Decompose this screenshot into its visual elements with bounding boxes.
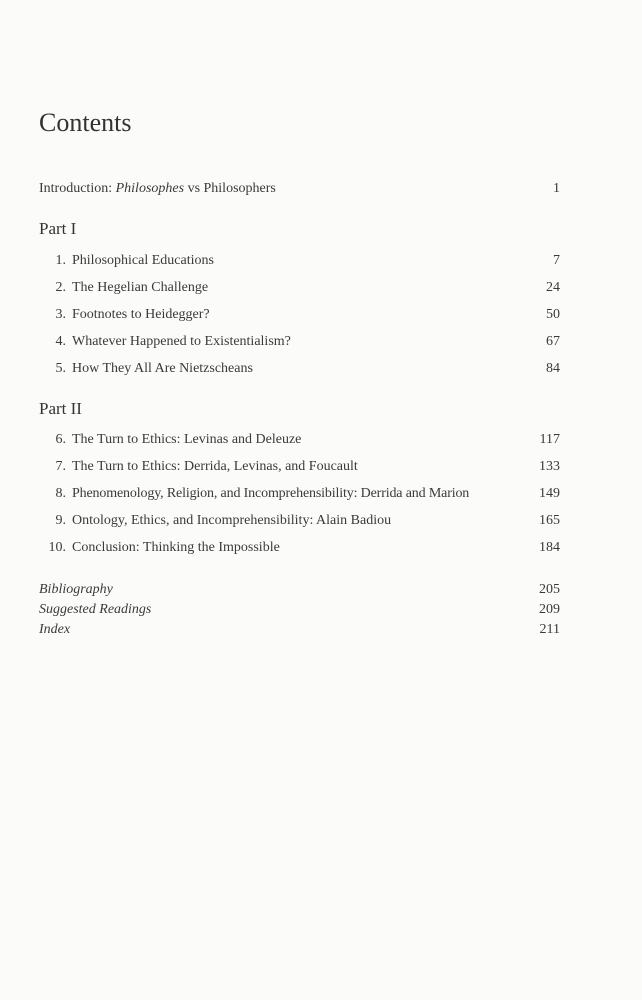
- toc-entry-chapter-8[interactable]: [39, 485, 560, 503]
- toc-page-number: 50: [546, 307, 560, 322]
- back-matter-title: Suggested Readings: [39, 602, 152, 617]
- toc-entry-label: [39, 180, 553, 198]
- chapter-number: 7.: [55, 459, 66, 474]
- toc-entry-chapter-2[interactable]: [39, 279, 560, 297]
- chapter-number: 5.: [55, 361, 66, 376]
- toc-entry-introduction[interactable]: [39, 180, 560, 198]
- toc-entry-chapter-3[interactable]: [39, 306, 560, 324]
- toc-page-number: 1: [553, 181, 560, 196]
- part-heading-1: Part I: [39, 219, 77, 238]
- chapter-title: Phenomenology, Religion, and Incomprehensibility: Derrida and Marion: [72, 486, 470, 501]
- toc-page-number: 84: [546, 361, 560, 376]
- toc-page-number: 133: [539, 459, 560, 474]
- chapter-title: Philosophical Educations: [72, 253, 214, 268]
- chapter-title: Footnotes to Heidegger?: [72, 307, 210, 322]
- toc-page-number: 209: [539, 602, 560, 617]
- part-heading-2: Part II: [39, 399, 82, 418]
- page-title: Contents: [39, 108, 132, 137]
- toc-entry-bibliography[interactable]: [39, 581, 560, 599]
- toc-page-number: 165: [539, 513, 560, 528]
- chapter-title: How They All Are Nietzscheans: [72, 361, 253, 376]
- toc-page-number: 117: [539, 432, 560, 447]
- intro-suffix: vs Philosophers: [184, 181, 276, 196]
- toc-page-number: 211: [539, 622, 560, 637]
- toc-page-number: 184: [539, 540, 560, 555]
- chapter-title: The Turn to Ethics: Derrida, Levinas, and Foucault: [72, 459, 358, 474]
- toc-page-number: 149: [539, 486, 560, 501]
- toc-page-number: 24: [546, 280, 560, 295]
- chapter-title: Ontology, Ethics, and Incomprehensibility: Alain Badiou: [72, 513, 392, 528]
- chapter-title: The Hegelian Challenge: [72, 280, 209, 295]
- toc-page-number: 7: [553, 253, 560, 268]
- intro-italic: Philosophes: [115, 181, 185, 196]
- toc-page-number: 205: [539, 582, 560, 597]
- toc-entry-chapter-4[interactable]: [39, 333, 560, 351]
- chapter-number: 10.: [48, 540, 66, 555]
- chapter-number: 4.: [55, 334, 66, 349]
- chapter-number: 8.: [55, 486, 66, 501]
- chapter-number: 3.: [55, 307, 66, 322]
- chapter-number: 1.: [55, 253, 66, 268]
- back-matter-title: Bibliography: [39, 582, 113, 597]
- toc-entry-chapter-7[interactable]: [39, 458, 560, 476]
- intro-prefix: Introduction:: [39, 181, 116, 196]
- chapter-title: Conclusion: Thinking the Impossible: [72, 540, 280, 555]
- chapter-number: 9.: [55, 513, 66, 528]
- toc-entry-chapter-6[interactable]: [39, 431, 560, 449]
- toc-entry-chapter-9[interactable]: [39, 512, 560, 530]
- toc-entry-chapter-5[interactable]: [39, 360, 560, 378]
- toc-entry-index[interactable]: [39, 621, 560, 639]
- toc-entry-chapter-1[interactable]: [39, 252, 560, 270]
- chapter-title: The Turn to Ethics: Levinas and Deleuze: [72, 432, 302, 447]
- chapter-number: 2.: [55, 280, 66, 295]
- toc-entry-suggested-readings[interactable]: [39, 601, 560, 619]
- chapter-number: 6.: [55, 432, 66, 447]
- chapter-title: Whatever Happened to Existentialism?: [72, 334, 291, 349]
- toc-entry-chapter-10[interactable]: [39, 539, 560, 557]
- back-matter-title: Index: [39, 622, 71, 637]
- toc-page-number: 67: [546, 334, 560, 349]
